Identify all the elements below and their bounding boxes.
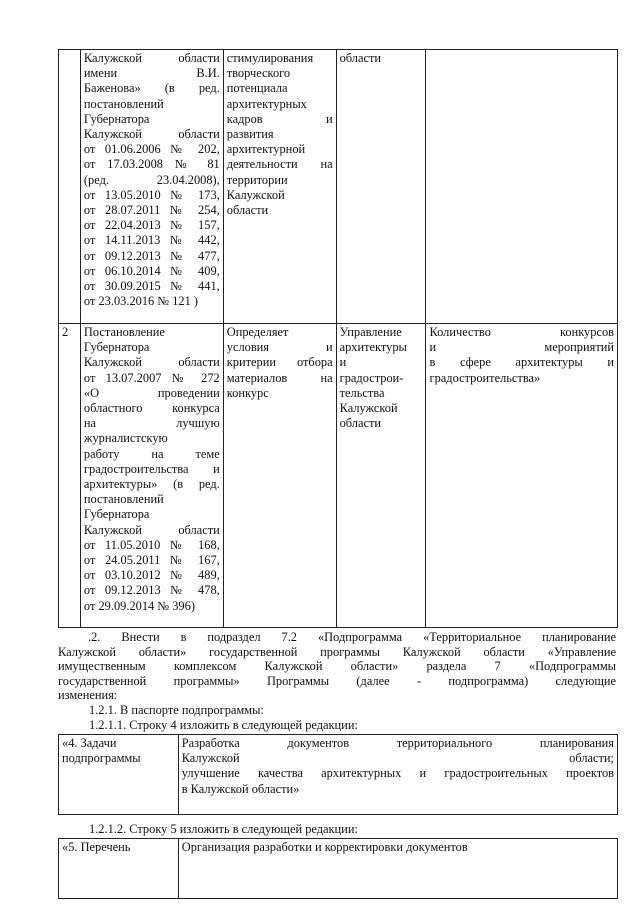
text-line: подпрограммы [62, 751, 141, 766]
text-line: территории [226, 172, 288, 187]
text-line: от 09.12.2013 № 478, [83, 583, 220, 598]
text-line: от 23.03.2016 № 121 ) [83, 294, 199, 309]
text-line: областного конкурса [83, 401, 220, 416]
text-line: изменения: [58, 688, 118, 702]
text-line: работу на теме [83, 446, 220, 461]
row-number [59, 50, 81, 324]
text-line: Разработка документов территориального планирования [181, 736, 614, 750]
table-row [59, 50, 618, 324]
text-line: (ред. 23.04.2008), [83, 172, 220, 187]
text-line: от 13.05.2010 № 173, [83, 187, 220, 202]
text-line: Калужской [226, 187, 285, 202]
text-line: от 29.09.2014 № 396) [83, 598, 195, 613]
text-line: области [339, 51, 382, 65]
text-line: .2. Внести в подраздел 7.2 «Подпрограмма «Территориальное планирование [88, 630, 616, 644]
text-line: развития [226, 127, 274, 142]
indicator-cell [426, 50, 618, 324]
text-line: конкурс [226, 385, 269, 400]
text-line: имени В.И. [83, 66, 220, 81]
text-line: кадров и [226, 111, 333, 126]
table-row [59, 735, 618, 815]
row-content [178, 839, 617, 899]
text-line: постановлений [83, 492, 164, 507]
text-line: материалов на [226, 370, 333, 385]
text-line: имущественным комплексом Калужской области» раздела 7 «Подпрограммы [58, 659, 616, 673]
programs-table [58, 49, 618, 628]
text-line: архитектурной [226, 142, 306, 157]
text-line: от 17.03.2008 № 81 [83, 157, 220, 172]
text-line: государственной программы» Программы (далее - подпрограмма) следующие [58, 673, 616, 688]
text-line: градострои- [339, 370, 404, 385]
text-line: от 01.06.2006 № 202, [83, 142, 220, 157]
text-line: от 28.07.2011 № 254, [83, 203, 220, 218]
text-line: от 03.10.2012 № 489, [83, 568, 220, 583]
text-line: архитектуры» (в ред. [83, 477, 220, 492]
text-line: архитектурных [226, 96, 307, 111]
text-line: в сфере архитектуры и [429, 355, 614, 370]
text-line: Калужской области» государственной программы Калужской области «Управление [58, 644, 616, 659]
text-line: в Калужской области» [181, 781, 300, 796]
text-line: градостроительства и [83, 461, 220, 476]
row-label [59, 735, 179, 815]
text-line: от 11.05.2010 № 168, [83, 537, 220, 552]
executor-cell [336, 324, 426, 628]
row-label [59, 839, 179, 899]
text-line: и мероприятий [429, 340, 614, 355]
tasks-table [58, 734, 618, 815]
text-line: области [339, 416, 382, 431]
text-line: «5. Перечень [62, 840, 131, 854]
text-line: Управление [339, 325, 402, 339]
text-line: стимулирования [226, 51, 314, 65]
document-cell [80, 324, 223, 628]
text-line: потенциала [226, 81, 288, 96]
text-line: «4. Задачи [62, 736, 117, 750]
text-line: Калужской области [83, 51, 220, 65]
text-line: Губернатора [83, 507, 150, 522]
text-line: от 09.12.2013 № 477, [83, 248, 220, 263]
text-line: Баженова» (в ред. [83, 81, 220, 96]
text-line: тельства [339, 385, 385, 400]
row-number: 2 [59, 324, 81, 628]
text-line: деятельности на [226, 157, 333, 172]
text-line: Калужской области [83, 355, 220, 370]
text-line: от 30.09.2015 № 441, [83, 279, 220, 294]
table-row [59, 324, 618, 628]
text-line: от 22.04.2013 № 157, [83, 218, 220, 233]
item-1-2-1: 1.2.1. В паспорте подпрограммы: [89, 703, 264, 717]
text-line: и [339, 355, 347, 370]
text-line: на лучшую [83, 416, 220, 431]
text-line: критерии отбора [226, 355, 333, 370]
text-line: «О проведении [83, 385, 220, 400]
executor-cell [336, 50, 426, 324]
text-line: журналистскую [83, 431, 168, 446]
item-1-2-1-1: 1.2.1.1. Строку 4 изложить в следующей редакции: [89, 718, 358, 732]
row-content [178, 735, 617, 815]
table-row [59, 839, 618, 899]
text-line: Калужской [339, 401, 398, 416]
text-line: архитектуры [339, 340, 407, 355]
text-line: условия и [226, 340, 333, 355]
text-line: творческого [226, 66, 291, 81]
text-line: Определяет [226, 325, 289, 339]
text-line: Калужской области [83, 127, 220, 142]
text-line: Губернатора [83, 111, 150, 126]
list-table [58, 838, 618, 899]
text-line: от 06.10.2014 № 409, [83, 263, 220, 278]
purpose-cell [223, 50, 336, 324]
text-line: Калужской области [83, 522, 220, 537]
text-line: градостроительства» [429, 370, 541, 385]
text-line: от 24.05.2011 № 167, [83, 553, 220, 568]
text-line: Постановление [83, 325, 165, 339]
text-line: от 13.07.2007 № 272 [83, 370, 220, 385]
text-line: Организация разработки и корректировки документов [181, 840, 468, 854]
text-line: от 14.11.2013 № 442, [83, 233, 220, 248]
text-line: области [226, 203, 269, 218]
text-line: Калужской области; [181, 751, 614, 766]
document-cell [80, 50, 223, 324]
item-1-2-1-2: 1.2.1.2. Строку 5 изложить в следующей редакции: [89, 822, 358, 836]
purpose-cell [223, 324, 336, 628]
indicator-cell [426, 324, 618, 628]
text-line: Губернатора [83, 340, 150, 355]
text-line: Количество конкурсов [429, 325, 614, 339]
text-line: постановлений [83, 96, 164, 111]
amendment-paragraph [58, 630, 616, 703]
text-line: улучшение качества архитектурных и градостроительных проектов [181, 766, 614, 781]
